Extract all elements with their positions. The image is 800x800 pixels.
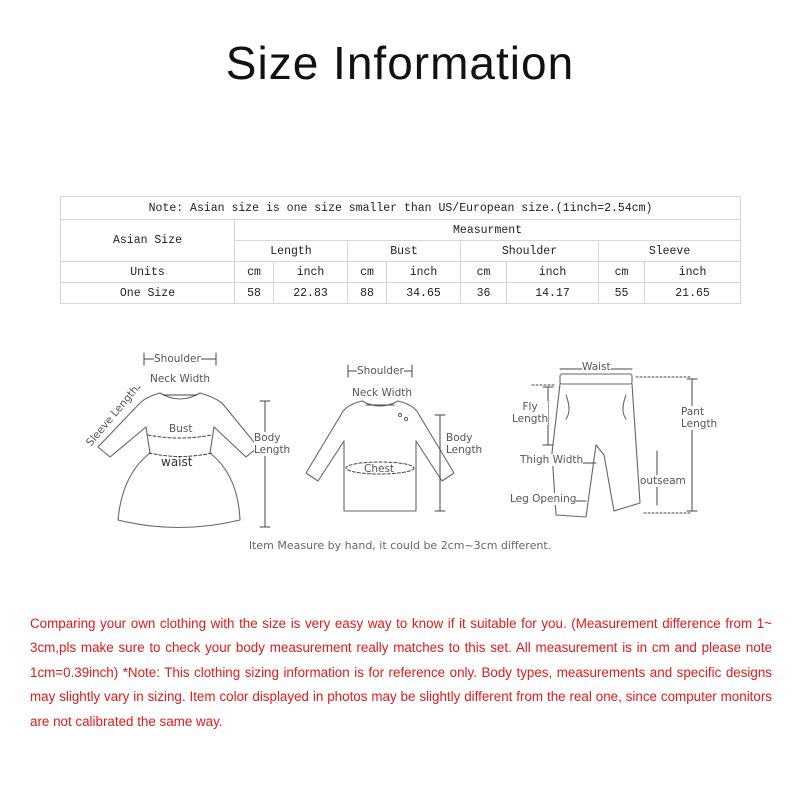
sizing-notice: Comparing your own clothing with the size is very easy way to know if it suitable for you. (Measurement difference from 1~ 3cm,pls make sure to check your body measurement really matches to this set. All measurement is in cm and please note 1cm=0.39inch) *Note: This clothing sizing information is for reference only. Body types, measurements and specific designs may slightly vary in sizing. Item color displayed in photos may be slightly different from the real one, since computer monitors are not calibrated the same way. xyxy=(30,616,772,729)
asian-size-header: Asian Size xyxy=(61,220,235,262)
table-row xyxy=(61,283,741,304)
top-sketch xyxy=(306,401,454,511)
measure-header: Sleeve xyxy=(599,241,741,262)
measure-header: Bust xyxy=(348,241,461,262)
units-label: Units xyxy=(61,262,235,283)
unit-cell: cm xyxy=(599,262,645,283)
waist-label: waist xyxy=(161,455,193,469)
unit-cell: inch xyxy=(274,262,348,283)
unit-cell: cm xyxy=(348,262,387,283)
measure-disclaimer: Item Measure by hand, it could be 2cm~3cm different. xyxy=(248,539,552,552)
value-cell: 21.65 xyxy=(645,283,741,304)
value-cell: 34.65 xyxy=(387,283,461,304)
units-row xyxy=(61,262,741,283)
measure-header: Length xyxy=(235,241,348,262)
unit-cell: inch xyxy=(387,262,461,283)
value-cell: 14.17 xyxy=(507,283,599,304)
outseam-label: outseam xyxy=(640,475,686,487)
size-cell: One Size xyxy=(61,283,235,304)
measurement-diagrams xyxy=(0,335,800,565)
size-table xyxy=(60,196,741,304)
thigh-width-label: Thigh Width xyxy=(520,454,584,466)
table-header-row xyxy=(61,220,741,241)
neck-width-label: Neck Width xyxy=(352,387,413,399)
waist-label: Waist xyxy=(582,361,611,373)
unit-cell: inch xyxy=(507,262,599,283)
value-cell: 58 xyxy=(235,283,274,304)
value-cell: 36 xyxy=(461,283,507,304)
value-cell: 55 xyxy=(599,283,645,304)
body-length-label: Body Length xyxy=(254,432,291,456)
table-note: Note: Asian size is one size smaller than US/European size.(1inch=2.54cm) xyxy=(61,197,741,220)
leg-opening-label: Leg Opening xyxy=(510,493,577,505)
measurement-header: Measurment xyxy=(235,220,741,241)
unit-cell: inch xyxy=(645,262,741,283)
bust-label: Bust xyxy=(169,423,193,435)
sleeve-length-label: Sleeve Length xyxy=(84,383,142,449)
body-length-label: Body Length xyxy=(446,432,483,456)
page-title: Size Information xyxy=(225,37,575,89)
shoulder-label: Shoulder xyxy=(154,353,201,365)
pant-length-label: Pant Length xyxy=(681,406,718,430)
fly-length-label: Fly Length xyxy=(512,401,549,425)
chest-label: Chest xyxy=(364,463,395,475)
table-note-row xyxy=(61,197,741,220)
unit-cell: cm xyxy=(461,262,507,283)
pants-measure-lines xyxy=(532,369,697,513)
measure-header: Shoulder xyxy=(461,241,599,262)
value-cell: 88 xyxy=(348,283,387,304)
unit-cell: cm xyxy=(235,262,274,283)
neck-width-label: Neck Width xyxy=(150,373,211,385)
shoulder-label: Shoulder xyxy=(357,365,404,377)
value-cell: 22.83 xyxy=(274,283,348,304)
